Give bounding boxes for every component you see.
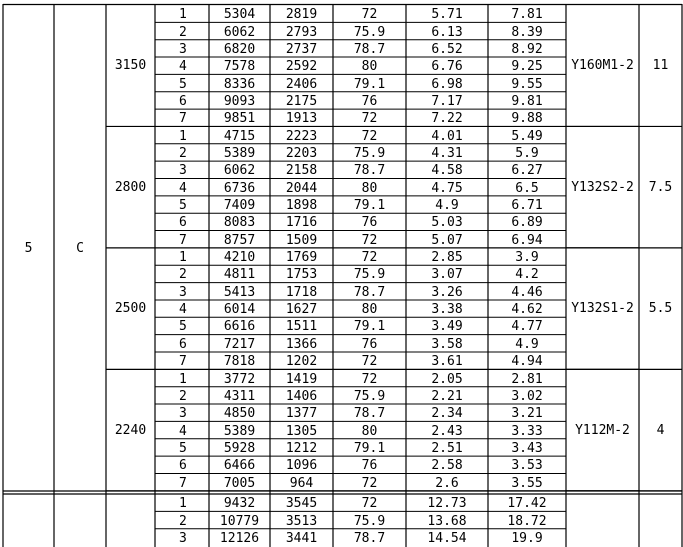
shaft-power-value: 5.03 <box>431 215 463 231</box>
flow-value: 5928 <box>223 440 256 456</box>
flow-value: 5413 <box>223 284 256 300</box>
row-index: 3 <box>179 530 187 546</box>
flow-value: 4210 <box>223 250 256 266</box>
flow-value: 3772 <box>223 371 256 387</box>
pressure-value: 2223 <box>285 128 318 144</box>
flow-value: 5389 <box>223 145 256 161</box>
shaft-power-value: 3.58 <box>431 336 463 352</box>
fan-number-label: 5 <box>24 240 33 256</box>
flow-value: 9093 <box>223 93 256 109</box>
shaft-power-value: 3.26 <box>431 284 463 300</box>
pressure-value: 3545 <box>285 496 318 512</box>
pressure-value: 1898 <box>285 198 318 214</box>
shaft-power-value: 6.98 <box>431 76 463 92</box>
pressure-value: 964 <box>289 475 314 491</box>
flow-value: 6062 <box>223 163 256 179</box>
shaft-power-value: 5.07 <box>431 232 463 248</box>
efficiency-value: 76 <box>361 93 378 109</box>
pressure-value: 1366 <box>285 336 318 352</box>
motor-rating: 7.5 <box>648 179 673 195</box>
pressure-value: 2044 <box>285 180 318 196</box>
flow-value: 7818 <box>223 354 256 370</box>
drive-type-label: C <box>76 240 84 256</box>
row-index: 1 <box>179 7 187 23</box>
efficiency-value: 78.7 <box>353 406 386 422</box>
row-index: 4 <box>179 180 187 196</box>
motor-model: Y112M-2 <box>575 422 630 438</box>
row-index: 3 <box>179 284 187 300</box>
efficiency-value: 72 <box>361 7 378 23</box>
flow-value: 7578 <box>223 59 256 75</box>
efficiency-value: 78.7 <box>353 41 386 57</box>
row-index: 5 <box>179 319 187 335</box>
efficiency-value: 79.1 <box>353 76 386 92</box>
motor-power-value: 4.94 <box>511 354 543 370</box>
motor-power-value: 3.53 <box>511 458 543 474</box>
row-index: 3 <box>179 41 187 57</box>
motor-power-value: 2.81 <box>511 371 543 387</box>
motor-power-value: 3.02 <box>511 388 543 404</box>
efficiency-value: 72 <box>361 250 378 266</box>
flow-value: 6062 <box>223 24 256 40</box>
efficiency-value: 76 <box>361 215 378 231</box>
pressure-value: 2406 <box>285 76 318 92</box>
pressure-value: 1913 <box>285 111 318 127</box>
shaft-power-value: 2.43 <box>431 423 463 439</box>
flow-value: 6736 <box>223 180 256 196</box>
flow-value: 8757 <box>223 232 256 248</box>
shaft-power-value: 6.76 <box>431 59 463 75</box>
motor-power-value: 9.55 <box>511 76 543 92</box>
shaft-power-value: 4.58 <box>431 163 463 179</box>
shaft-power-value: 2.85 <box>431 250 463 266</box>
flow-value: 4715 <box>223 128 256 144</box>
pressure-value: 1627 <box>285 302 318 318</box>
motor-power-value: 6.89 <box>511 215 543 231</box>
efficiency-value: 72 <box>361 371 378 387</box>
efficiency-value: 78.7 <box>353 530 386 546</box>
pressure-value: 1769 <box>285 250 318 266</box>
speed-label: 2800 <box>114 179 147 195</box>
pressure-value: 1212 <box>285 440 318 456</box>
motor-power-value: 4.62 <box>511 302 543 318</box>
motor-power-value: 4.77 <box>511 319 543 335</box>
flow-value: 9432 <box>223 496 256 512</box>
row-index: 1 <box>179 496 187 512</box>
shaft-power-value: 7.22 <box>431 111 463 127</box>
pressure-value: 2793 <box>285 24 318 40</box>
pressure-value: 1305 <box>285 423 318 439</box>
flow-value: 4811 <box>223 267 256 283</box>
row-index: 7 <box>179 354 187 370</box>
shaft-power-value: 3.49 <box>431 319 463 335</box>
flow-value: 6616 <box>223 319 256 335</box>
row-index: 7 <box>179 475 187 491</box>
row-index: 5 <box>179 198 187 214</box>
flow-value: 7409 <box>223 198 256 214</box>
efficiency-value: 80 <box>361 180 378 196</box>
pressure-value: 2175 <box>285 93 318 109</box>
efficiency-value: 76 <box>361 336 378 352</box>
pressure-value: 1202 <box>285 354 318 370</box>
motor-power-value: 6.5 <box>515 180 539 196</box>
efficiency-value: 72 <box>361 128 378 144</box>
motor-model: Y132S2-2 <box>571 179 634 195</box>
efficiency-value: 79.1 <box>353 319 386 335</box>
motor-power-value: 9.25 <box>511 59 543 75</box>
flow-value: 7217 <box>223 336 256 352</box>
motor-power-value: 4.46 <box>511 284 543 300</box>
shaft-power-value: 3.38 <box>431 302 463 318</box>
shaft-power-value: 4.9 <box>435 198 459 214</box>
shaft-power-value: 5.71 <box>431 7 463 23</box>
row-index: 4 <box>179 302 187 318</box>
pressure-value: 2203 <box>285 145 318 161</box>
row-index: 1 <box>179 371 187 387</box>
row-index: 2 <box>179 513 187 529</box>
flow-value: 9851 <box>223 111 256 127</box>
shaft-power-value: 12.73 <box>427 496 467 512</box>
shaft-power-value: 4.75 <box>431 180 463 196</box>
efficiency-value: 75.9 <box>353 388 386 404</box>
pressure-value: 2737 <box>285 41 318 57</box>
shaft-power-value: 2.6 <box>435 475 459 491</box>
motor-model: Y160M1-2 <box>571 58 634 74</box>
row-index: 6 <box>179 215 187 231</box>
motor-power-value: 18.72 <box>507 513 547 529</box>
flow-value: 5304 <box>223 7 256 23</box>
row-index: 7 <box>179 232 187 248</box>
shaft-power-value: 7.17 <box>431 93 463 109</box>
row-index: 1 <box>179 128 187 144</box>
motor-power-value: 3.55 <box>511 475 543 491</box>
pressure-value: 1509 <box>285 232 318 248</box>
motor-power-value: 17.42 <box>507 496 547 512</box>
shaft-power-value: 3.07 <box>431 267 463 283</box>
efficiency-value: 72 <box>361 232 378 248</box>
row-index: 5 <box>179 440 187 456</box>
efficiency-value: 72 <box>361 475 378 491</box>
row-index: 2 <box>179 24 187 40</box>
motor-power-value: 6.94 <box>511 232 543 248</box>
pressure-value: 2819 <box>285 7 318 23</box>
motor-power-value: 9.88 <box>511 111 543 127</box>
speed-label: 2240 <box>114 422 147 438</box>
pressure-value: 1096 <box>285 458 318 474</box>
shaft-power-value: 6.13 <box>431 24 463 40</box>
motor-power-value: 8.92 <box>511 41 543 57</box>
row-index: 4 <box>179 423 187 439</box>
pressure-value: 2158 <box>285 163 318 179</box>
flow-value: 6466 <box>223 458 256 474</box>
motor-power-value: 5.9 <box>515 145 539 161</box>
motor-power-value: 19.9 <box>511 530 543 546</box>
pressure-value: 2592 <box>285 59 318 75</box>
efficiency-value: 80 <box>361 302 378 318</box>
efficiency-value: 79.1 <box>353 440 386 456</box>
shaft-power-value: 2.21 <box>431 388 463 404</box>
row-index: 7 <box>179 111 187 127</box>
motor-power-value: 6.27 <box>511 163 543 179</box>
motor-power-value: 3.33 <box>511 423 543 439</box>
efficiency-value: 78.7 <box>353 163 386 179</box>
row-index: 2 <box>179 145 187 161</box>
motor-model: Y132S1-2 <box>571 301 634 317</box>
flow-value: 4850 <box>223 406 256 422</box>
motor-power-value: 8.39 <box>511 24 543 40</box>
efficiency-value: 80 <box>361 59 378 75</box>
row-index: 6 <box>179 458 187 474</box>
efficiency-value: 72 <box>361 354 378 370</box>
speed-label: 3150 <box>114 58 147 74</box>
row-index: 2 <box>179 388 187 404</box>
efficiency-value: 78.7 <box>353 284 386 300</box>
efficiency-value: 75.9 <box>353 267 386 283</box>
shaft-power-value: 2.34 <box>431 406 463 422</box>
shaft-power-value: 14.54 <box>427 530 467 546</box>
motor-power-value: 4.9 <box>515 336 539 352</box>
shaft-power-value: 13.68 <box>427 513 467 529</box>
motor-power-value: 3.9 <box>515 250 539 266</box>
efficiency-value: 75.9 <box>353 513 386 529</box>
pressure-value: 3441 <box>285 530 318 546</box>
row-index: 6 <box>179 336 187 352</box>
motor-power-value: 3.21 <box>511 406 543 422</box>
flow-value: 8336 <box>223 76 256 92</box>
efficiency-value: 79.1 <box>353 198 386 214</box>
pressure-value: 1406 <box>285 388 318 404</box>
pressure-value: 1419 <box>285 371 318 387</box>
pressure-value: 1377 <box>285 406 318 422</box>
shaft-power-value: 4.01 <box>431 128 463 144</box>
motor-power-value: 4.2 <box>515 267 539 283</box>
flow-value: 4311 <box>223 388 256 404</box>
motor-power-value: 9.81 <box>511 93 543 109</box>
row-index: 4 <box>179 59 187 75</box>
shaft-power-value: 4.31 <box>431 145 463 161</box>
efficiency-value: 72 <box>361 496 378 512</box>
shaft-power-value: 3.61 <box>431 354 463 370</box>
motor-power-value: 7.81 <box>511 7 543 23</box>
motor-rating: 11 <box>652 58 669 74</box>
shaft-power-value: 6.52 <box>431 41 463 57</box>
flow-value: 10779 <box>219 513 260 529</box>
motor-power-value: 3.43 <box>511 440 543 456</box>
row-index: 6 <box>179 93 187 109</box>
pressure-value: 1511 <box>285 319 318 335</box>
row-index: 5 <box>179 76 187 92</box>
flow-value: 12126 <box>219 530 260 546</box>
efficiency-value: 75.9 <box>353 145 386 161</box>
pressure-value: 1716 <box>285 215 318 231</box>
flow-value: 6014 <box>223 302 256 318</box>
row-index: 2 <box>179 267 187 283</box>
shaft-power-value: 2.05 <box>431 371 463 387</box>
flow-value: 5389 <box>223 423 256 439</box>
row-index: 1 <box>179 250 187 266</box>
motor-power-value: 6.71 <box>511 198 543 214</box>
efficiency-value: 75.9 <box>353 24 386 40</box>
motor-rating: 5.5 <box>648 301 673 317</box>
flow-value: 8083 <box>223 215 256 231</box>
shaft-power-value: 2.58 <box>431 458 463 474</box>
shaft-power-value: 2.51 <box>431 440 463 456</box>
efficiency-value: 80 <box>361 423 378 439</box>
flow-value: 7005 <box>223 475 256 491</box>
pressure-value: 1718 <box>285 284 318 300</box>
motor-power-value: 5.49 <box>511 128 543 144</box>
pressure-value: 1753 <box>285 267 318 283</box>
efficiency-value: 72 <box>361 111 378 127</box>
motor-rating: 4 <box>656 422 665 438</box>
pressure-value: 3513 <box>285 513 318 529</box>
speed-label: 2500 <box>114 301 147 317</box>
flow-value: 6820 <box>223 41 256 57</box>
row-index: 3 <box>179 406 187 422</box>
row-index: 3 <box>179 163 187 179</box>
efficiency-value: 76 <box>361 458 378 474</box>
